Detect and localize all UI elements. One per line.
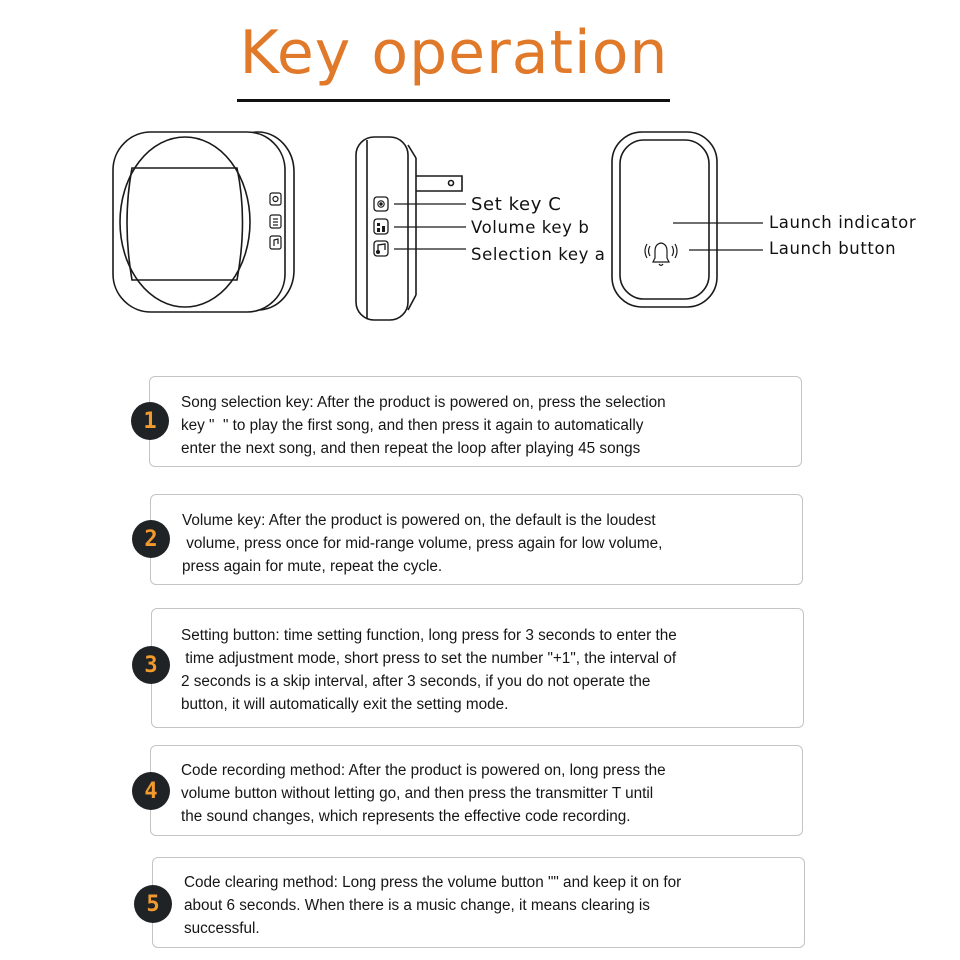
- launch-button-label: Launch button: [769, 239, 897, 258]
- set-key-label: Set key C: [471, 194, 562, 215]
- launch-indicator-label: Launch indicator: [769, 213, 917, 232]
- selection-key-label: Selection key a: [471, 245, 606, 264]
- step-badge-4: 4: [132, 772, 170, 810]
- receiver-side-view: [356, 137, 462, 320]
- transmitter-view: [612, 132, 717, 307]
- receiver-front-view: [113, 132, 294, 312]
- instruction-text-5: Code clearing method: Long press the volume button "" and keep it on for about 6 seconds. When there is a music change, it means clearing is successful.: [184, 874, 682, 937]
- page-title: Key operation: [239, 18, 669, 88]
- step-badge-5: 5: [134, 885, 172, 923]
- volume-key-label: Volume key b: [471, 218, 590, 237]
- step-badge-2: 2: [132, 520, 170, 558]
- instruction-text-3: Setting button: time setting function, long press for 3 seconds to enter the time adjustment mode, short press to set the number "+1", the interval of 2 seconds is a skip interval, after 3 seconds, if you do not operate the button, it will automatically exit the setting mode.: [181, 627, 677, 713]
- instruction-text-2: Volume key: After the product is powered on, the default is the loudest volume, press once for mid-range volume, press again for low volume, press again for mute, repeat the cycle.: [182, 512, 663, 575]
- step-badge-3: 3: [132, 646, 170, 684]
- instruction-text-4: Code recording method: After the product is powered on, long press the volume button without letting go, and then press the transmitter T until the sound changes, which represents the effective code recording.: [181, 762, 666, 825]
- step-badge-1: 1: [131, 402, 169, 440]
- instruction-text-1: Song selection key: After the product is powered on, press the selection key " " to play the first song, and then press it again to automatically enter the next song, and then repeat the loop after playing 45 songs: [181, 394, 666, 457]
- device-diagram: [0, 0, 960, 360]
